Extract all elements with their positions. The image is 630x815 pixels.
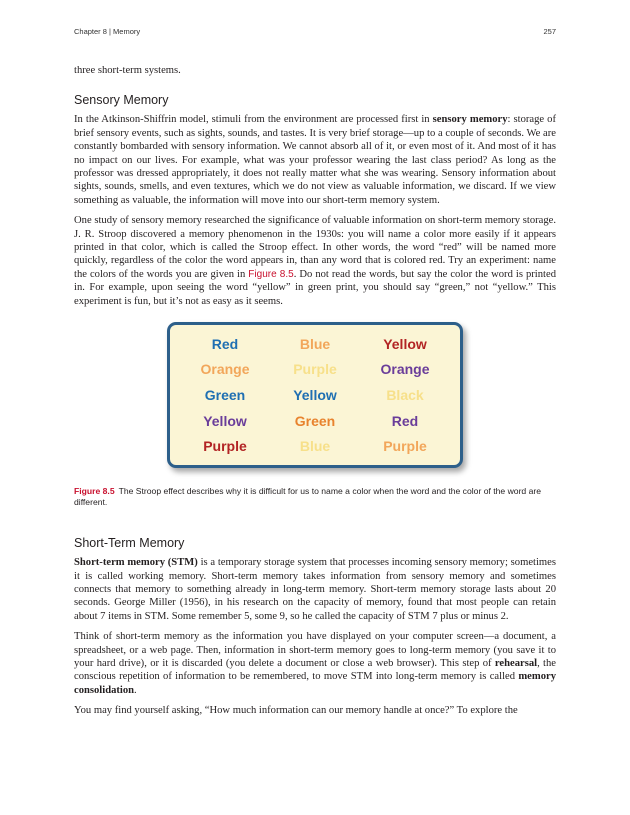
short-term-memory-heading: Short-Term Memory — [74, 536, 185, 551]
caption-text: The Stroop effect describes why it is difficult for us to name a color when the word and the color of the word are different. — [74, 486, 542, 508]
caption-label: Figure 8.5 — [74, 486, 115, 497]
term-short-term-memory: Short-term memory (STM) — [74, 557, 198, 569]
term-memory-consolidation: memory consolidation — [74, 671, 556, 696]
figure-8-5-link[interactable]: Figure 8.5 — [248, 268, 294, 280]
stroop-word: Orange — [200, 361, 250, 378]
stm-paragraph-3: You may find yourself asking, “How much information can our memory handle at once?” To explore the — [74, 705, 518, 717]
sensory-paragraph-2: One study of sensory memory researched the significance of valuable information on short-term memory storage. J. R. Stroop discovered a memory phenomenon in the 1930s: you will name a color more easily if it appears printed in that color, which is called the Stroop effect. In other words, the word “red” will be named more quickly, regardless of the color the word appears in, than any word that is colored red. Try an experiment: name the colors of the words you are given in Figure 8.5. Do not read the words, but say the color the word is printed in. For example, upon seeing the word “yellow” in green print, you should say “green,” not “yellow.” This experiment is fun, but it’s not as easy as it seems. — [74, 215, 556, 307]
figure-8-5 — [74, 322, 556, 468]
figure-caption — [74, 486, 556, 508]
stroop-word: Red — [391, 412, 419, 429]
chapter-label: Chapter 8 | Memory — [74, 27, 141, 36]
stroop-word: Red — [211, 335, 239, 352]
stroop-word: Yellow — [383, 335, 427, 352]
stroop-word: Purple — [203, 438, 247, 455]
stroop-word-grid — [167, 322, 463, 468]
sensory-memory-heading: Sensory Memory — [74, 93, 169, 108]
stroop-word: Yellow — [293, 387, 337, 404]
sensory-paragraph-1: In the Atkinson-Shiffrin model, stimuli from the environment are processed first in sensory memory: storage of brief sensory events, such as sights, sounds, and tastes. It is very brief storage—up to a couple of seconds. We are constantly bombarded with sensory information. We cannot absorb all of it, or even most of it. And most of it has no impact on our lives. For example, what was your professor wearing the last class period? As long as the professor was dressed appropriately, it does not really matter what she was wearing. Sensory information about sights, sounds, smells, and even textures, which we do not view as valuable information, we discard. If we view something as valuable, the information will move into our short-term memory system. — [74, 114, 556, 206]
stm-paragraph-2: Think of short-term memory as the information you have displayed on your computer screen—a document, a spreadsheet, or a web page. Then, information in short-term memory goes to long-term memory (you save it to your hard drive), or it is discarded (you delete a document or close a web browser). This step of rehearsal, the conscious repetition of information to be remembered, to move STM into long-term memory is called memory consolidation. — [74, 631, 556, 696]
stroop-word: Orange — [380, 361, 430, 378]
intro-tail: three short-term systems. — [74, 65, 181, 76]
stroop-word: Blue — [299, 335, 331, 352]
stm-paragraph-1: Short-term memory (STM) is a temporary storage system that processes incoming sensory memory; sometimes it is called working memory. Short-term memory takes information from sensory memory and sometimes connects that memory to something already in long-term memory. Short-term memory storage lasts about 20 seconds. George Miller (1956), in his research on the capacity of memory, found that most people can retain about 7 items in STM. Some remember 5, some 9, so he called the capacity of STM 7 plus or minus 2. — [74, 557, 556, 622]
page-content — [74, 64, 556, 725]
term-rehearsal: rehearsal — [494, 657, 538, 669]
stroop-word: Yellow — [203, 412, 247, 429]
stroop-word: Purple — [383, 438, 427, 455]
page-number: 257 — [543, 27, 556, 36]
stroop-word: Purple — [293, 361, 337, 378]
stroop-word: Green — [204, 387, 246, 404]
stroop-word: Green — [294, 412, 336, 429]
stroop-word: Black — [386, 387, 424, 404]
term-sensory-memory: sensory memory — [432, 114, 508, 126]
stroop-word: Blue — [299, 438, 331, 455]
running-head — [74, 27, 556, 36]
